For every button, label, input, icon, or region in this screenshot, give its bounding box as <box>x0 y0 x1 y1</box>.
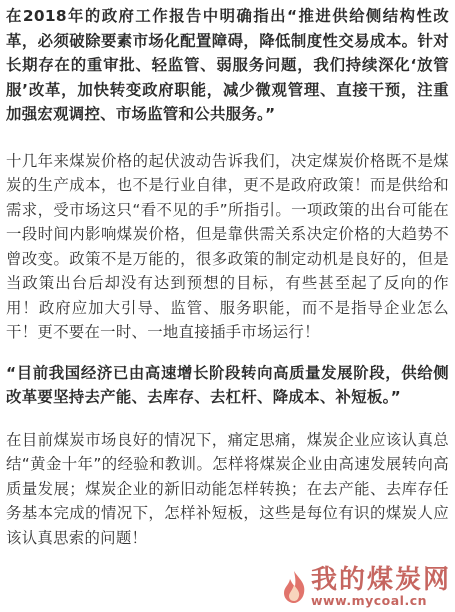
watermark-site-url: www.mycoal.cn <box>310 593 428 608</box>
flame-logo-icon <box>279 569 309 605</box>
site-watermark <box>279 566 451 608</box>
body-paragraph-1: 十几年来煤炭价格的起伏波动告诉我们，决定煤炭价格既不是煤炭的生产成本，也不是行业自律，更不是政府政策！而是供给和需求，受市场这只“看不见的手”所指引。一项政策的出台可能在一段时间内影响煤炭价格，但是靠供需关系决定价格的大趋势不曾改变。政策不是万能的，很多政策的制定动机是良好的，但是当政策出台后却没有达到预想的目标，有些甚至起了反向的作用！政府应加大引导、监管、服务职能，而不是指导企业怎么干！更不要在一时、一地直接插手市场运行！ <box>6 151 449 341</box>
watermark-site-name: 我的煤炭网 <box>310 565 451 595</box>
body-paragraph-2: 在目前煤炭市场良好的情况下，痛定思痛，煤炭企业应该认真总结“黄金十年”的经验和教训。怎样将煤炭企业由高速发展转向高质量发展；煤炭企业的新旧动能怎样转换；在去产能、去库存任务基本完成的情况下，怎样补短板，这些是每位有识的煤炭人应该认真思索的问题！ <box>6 430 449 547</box>
quote-paragraph-1: 在2018年的政府工作报告中明确指出“推进供给侧结构性改革，必须破除要素市场化配置障碍，降低制度性交易成本。针对长期存在的重审批、轻监管、弱服务问题，我们持续深化‘放管服’改革，加快转变政府职能，减少微观管理、直接干预，注重加强宏观调控、市场监管和公共服务。” <box>6 7 449 123</box>
quote-paragraph-2: “目前我国经济已由高速增长阶段转向高质量发展阶段，供给侧改革要坚持去产能、去库存、去杠杆、降成本、补短板。” <box>6 363 449 406</box>
